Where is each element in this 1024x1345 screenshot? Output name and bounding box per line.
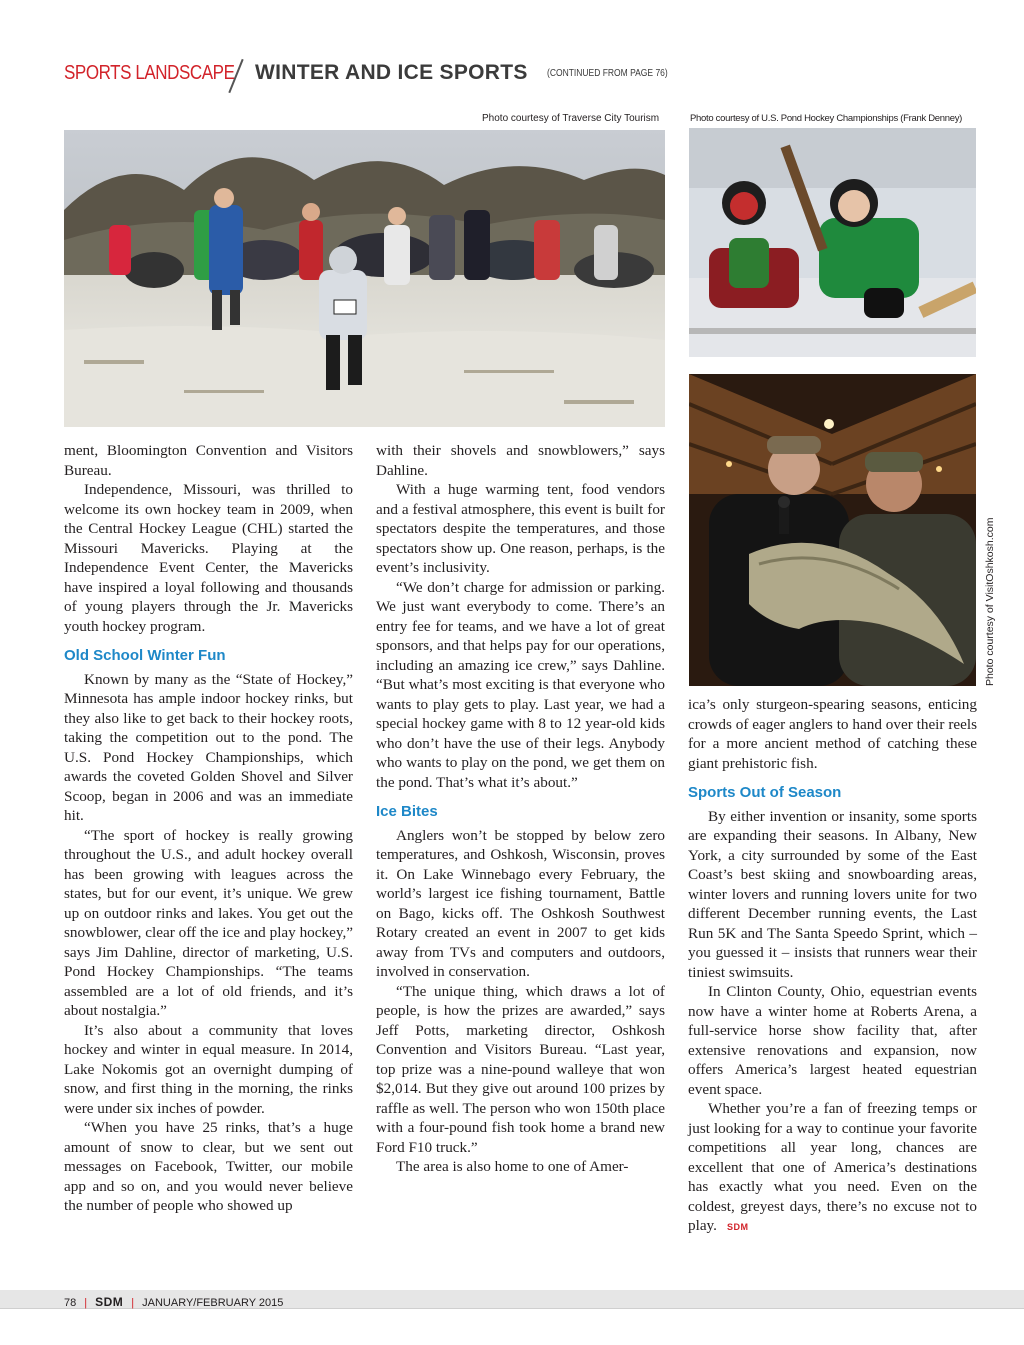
- section-label: SPORTS LANDSCAPE: [64, 62, 235, 84]
- subhead-ice-bites: Ice Bites: [376, 803, 438, 820]
- continued-note: (CONTINUED FROM PAGE 76): [547, 68, 668, 79]
- hockey-photo-credit: Photo courtesy of U.S. Pond Hockey Championships (Frank Denney): [690, 113, 963, 124]
- paragraph: Independence, Missouri, was thrilled to welcome its own hockey team in 2009, when the Central Hockey League (CHL) started the Missouri Mavericks. Playing at the Independence Event Center, the Mavericks have inspired a loyal following and thousands of young players through the Jr. Mavericks youth hockey program.: [64, 481, 353, 635]
- paragraph: Anglers won’t be stopped by below zero temperatures, and Oshkosh, Wisconsin, proves it. On Lake Winnebago every February, the world’s largest ice fishing tournament, Battle on Bago, kicks off. The Oshkosh Southwest Rotary created an event in 2007 to get kids away from TVs and computers and outdoors, involved in conservation.: [376, 826, 665, 980]
- paragraph: with their shovels and snowblowers,” says Dahline.: [376, 442, 665, 479]
- paragraph: “The unique thing, which draws a lot of people, is how the prizes are awarded,” says Jeff Potts, marketing director, Oshkosh Convention and Visitors Bureau. “Last year, top prize was a nine-pound walleye that won $2,014. But they give out around 100 prizes by raffle as well. The person who won 150th place with a four-pound fish took home a brand new Ford F10 truck.”: [376, 982, 665, 1156]
- sled-hockey-photo: [689, 128, 976, 357]
- paragraph: ica’s only sturgeon-spearing seasons, enticing crowds of eager anglers to hand over their reels for a more ancient method of catching these giant prehistoric fish.: [688, 696, 977, 772]
- footer-separator: |: [131, 1297, 135, 1309]
- page-footer: [64, 1295, 283, 1309]
- paragraph: “We don’t charge for admission or parking. We just want everybody to come. There’s an entry fee for teams, and we have a lot of great sponsors, and that helps pay for our operations, including an amazing ice crew,” says Dahline. “But what’s most exciting is that everyone who wants to play gets to play. Last year, we had a special hockey game with 8 to 12 year-old kids who don’t have the use of their legs. Anybody who wants to play on the pond, we get them on the pond. That’s what it’s about.”: [376, 578, 665, 791]
- subhead-sports-out-of-season: Sports Out of Season: [688, 784, 842, 801]
- page-number: 78: [64, 1297, 77, 1309]
- closing-text: Whether you’re a fan of freezing temps or just looking for a way to continue your favorite competitions all year long, chances are excellent that one of America’s destinations has exactly what you need. Even on the coldest, greyest days, there’s no excuse not to play.: [688, 1100, 977, 1234]
- section-title: WINTER AND ICE SPORTS: [255, 61, 528, 84]
- race-photo-credit: Photo courtesy of Traverse City Tourism: [482, 113, 660, 124]
- article-column-2: [376, 441, 665, 1177]
- sturgeon-photo: [689, 374, 976, 686]
- paragraph: The area is also home to one of Amer-: [396, 1158, 629, 1175]
- end-mark: SDM: [726, 1222, 749, 1232]
- article-column-3: [688, 695, 977, 1238]
- footer-separator: |: [84, 1297, 88, 1309]
- paragraph: ment, Bloomington Convention and Visitors Bureau.: [64, 442, 353, 479]
- paragraph: With a huge warming tent, food vendors and a festival atmosphere, this event is built for spectators despite the temperatures, and those spectators show up. One reason, perhaps, is the event’s inclusivity.: [376, 481, 665, 576]
- subhead-old-school-winter-fun: Old School Winter Fun: [64, 647, 226, 664]
- paragraph: “When you have 25 rinks, that’s a huge amount of snow to clear, but we sent out messages on Facebook, Twitter, our mobile app and so on, and you would never believe the number of people who showed up: [64, 1119, 353, 1214]
- article-column-1: [64, 441, 353, 1216]
- paragraph: Known by many as the “State of Hockey,” Minnesota has ample indoor hockey rinks, but they also like to get back to their hockey roots, taking the competition out to the pond. The U.S. Pond Hockey Championships, which awards the coveted Golden Shovel and Silver Scoop, began in 2006 and was an immediate hit.: [64, 670, 353, 824]
- paragraph: In Clinton County, Ohio, equestrian events now have a winter home at Roberts Arena, a full-service horse show facility that, after extensive renovations and expansion, now offers America’s largest heated equestrian event space.: [688, 983, 977, 1098]
- paragraph: It’s also about a community that loves hockey and winter in equal measure. In 2014, Lake Nokomis got an overnight dumping of snow, and first thing in the morning, the rinks were under six inches of powder.: [64, 1021, 353, 1117]
- paragraph: [688, 1099, 977, 1238]
- page-header: [64, 58, 964, 92]
- issue-date: JANUARY/FEBRUARY 2015: [142, 1297, 284, 1309]
- race-photo: [64, 130, 665, 427]
- paragraph: By either invention or insanity, some sports are expanding their seasons. In Albany, New York, a city surrounded by some of the East Coast’s best skiing and snowboarding areas, winter lovers and running lovers unite for two different December running events, the Last Run 5K and The Santa Speedo Sprint, which – you guessed it – insists that runners wear their tiniest swimsuits.: [688, 807, 977, 981]
- footer-brand: SDM: [95, 1295, 124, 1309]
- paragraph: “The sport of hockey is really growing throughout the U.S., and adult hockey overall has been growing with leagues across the states, but for our event, it’s unique. We grew up on outdoor rinks and lakes. You get out the snowblower, clear off the ice and play hockey,” says Jim Dahline, director of marketing, U.S. Pond Hockey Championships. “The teams assembled are a lot of old friends, and it’s about nostalgia.”: [64, 826, 353, 1019]
- fish-photo-credit: Photo courtesy of VisitOshkosh.com: [984, 517, 996, 686]
